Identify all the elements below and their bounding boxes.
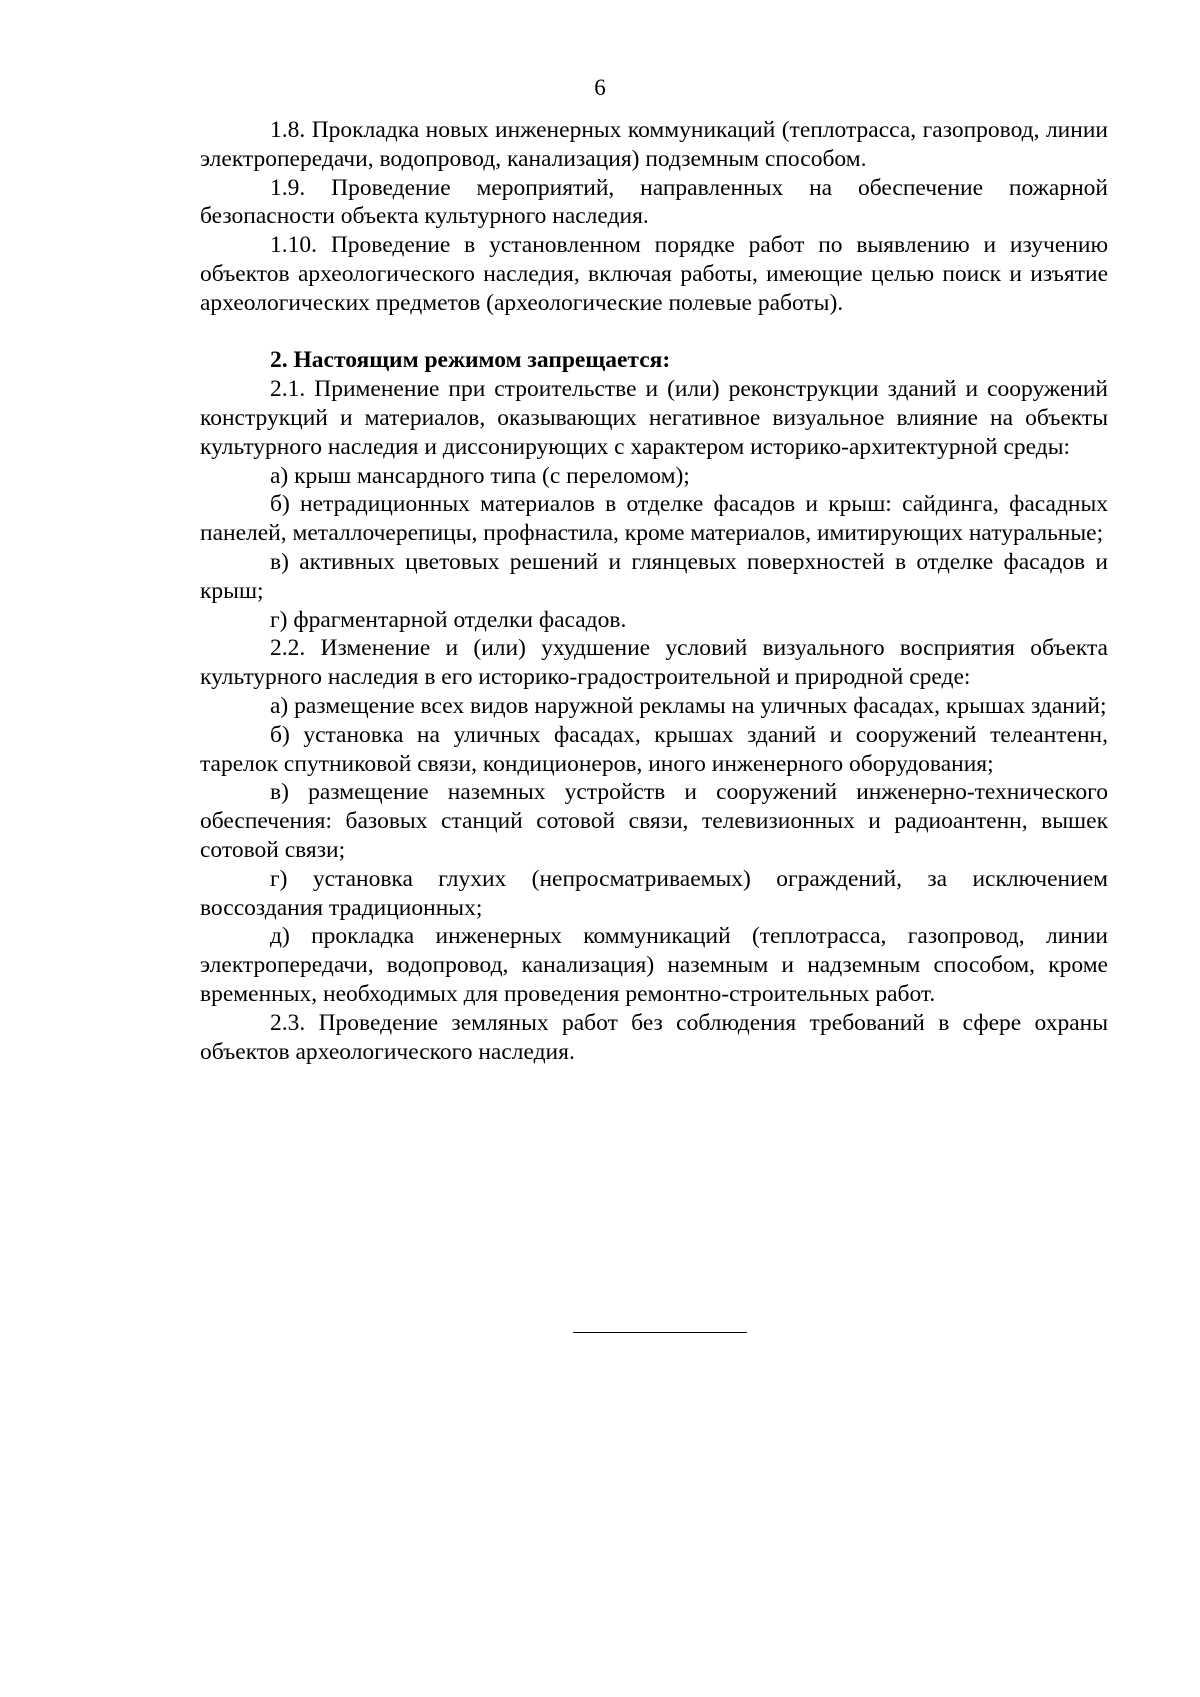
paragraph-2-3: 2.3. Проведение земляных работ без соблюдения требований в сфере охраны объектов археологического наследия. [200, 1009, 1108, 1065]
paragraph-2-1: 2.1. Применение при строительстве и (или) реконструкции зданий и сооружений конструкций и материалов, оказывающих негативное визуальное влияние на объекты культурного наследия и диссонирующих с характером историко-архитектурной среды: [200, 376, 1108, 460]
end-of-document-rule [573, 1332, 747, 1333]
paragraph-1-8: 1.8. Прокладка новых инженерных коммуникаций (теплотрасса, газопровод, линии электропередачи, водопровод, канализация) подземным способом. [200, 117, 1108, 172]
document-body [200, 116, 1108, 1066]
paragraph-2-2: 2.2. Изменение и (или) ухудшение условий визуального восприятия объекта культурного наследия в его историко-градостроительной и природной среде: [200, 635, 1108, 691]
page-number: 6 [594, 75, 606, 100]
section-2-heading: 2. Настоящим режимом запрещается: [270, 347, 671, 374]
list-item-2-1-b: б) нетрадиционных материалов в отделке фасадов и крыш: сайдинга, фасадных панелей, металлочерепицы, профнастила, кроме материалов, имитирующих натуральные; [200, 491, 1108, 547]
list-item-2-2-d: д) прокладка инженерных коммуникаций (теплотрасса, газопровод, линии электропередачи, водопровод, канализация) наземным и надземным способом, кроме временных, необходимых для проведения ремонтно-строительных работ. [200, 923, 1108, 1007]
list-item-2-2-v: в) размещение наземных устройств и сооружений инженерно-технического обеспечения: базовых станций сотовой связи, телевизионных и радиоантенн, вышек сотовой связи; [200, 779, 1108, 863]
list-item-2-1-g: г) фрагментарной отделки фасадов. [270, 606, 627, 633]
paragraph-1-10: 1.10. Проведение в установленном порядке работ по выявлению и изучению объектов археологического наследия, включая работы, имеющие целью поиск и изъятие археологических предметов (археологические полевые работы). [200, 232, 1108, 316]
list-item-2-1-v: в) активных цветовых решений и глянцевых поверхностей в отделке фасадов и крыш; [200, 548, 1108, 604]
paragraph-1-9: 1.9. Проведение мероприятий, направленных на обеспечение пожарной безопасности объекта культурного наследия. [200, 174, 1108, 230]
list-item-2-1-a: а) крыш мансардного типа (с переломом); [270, 462, 690, 489]
list-item-2-2-a: а) размещение всех видов наружной рекламы на уличных фасадах, крышах зданий; [270, 692, 1107, 719]
list-item-2-2-b: б) установка на уличных фасадах, крышах зданий и сооружений телеантенн, тарелок спутниковой связи, кондиционеров, иного инженерного оборудования; [200, 721, 1108, 777]
list-item-2-2-g: г) установка глухих (непросматриваемых) ограждений, за исключением воссоздания традиционных; [200, 865, 1108, 921]
